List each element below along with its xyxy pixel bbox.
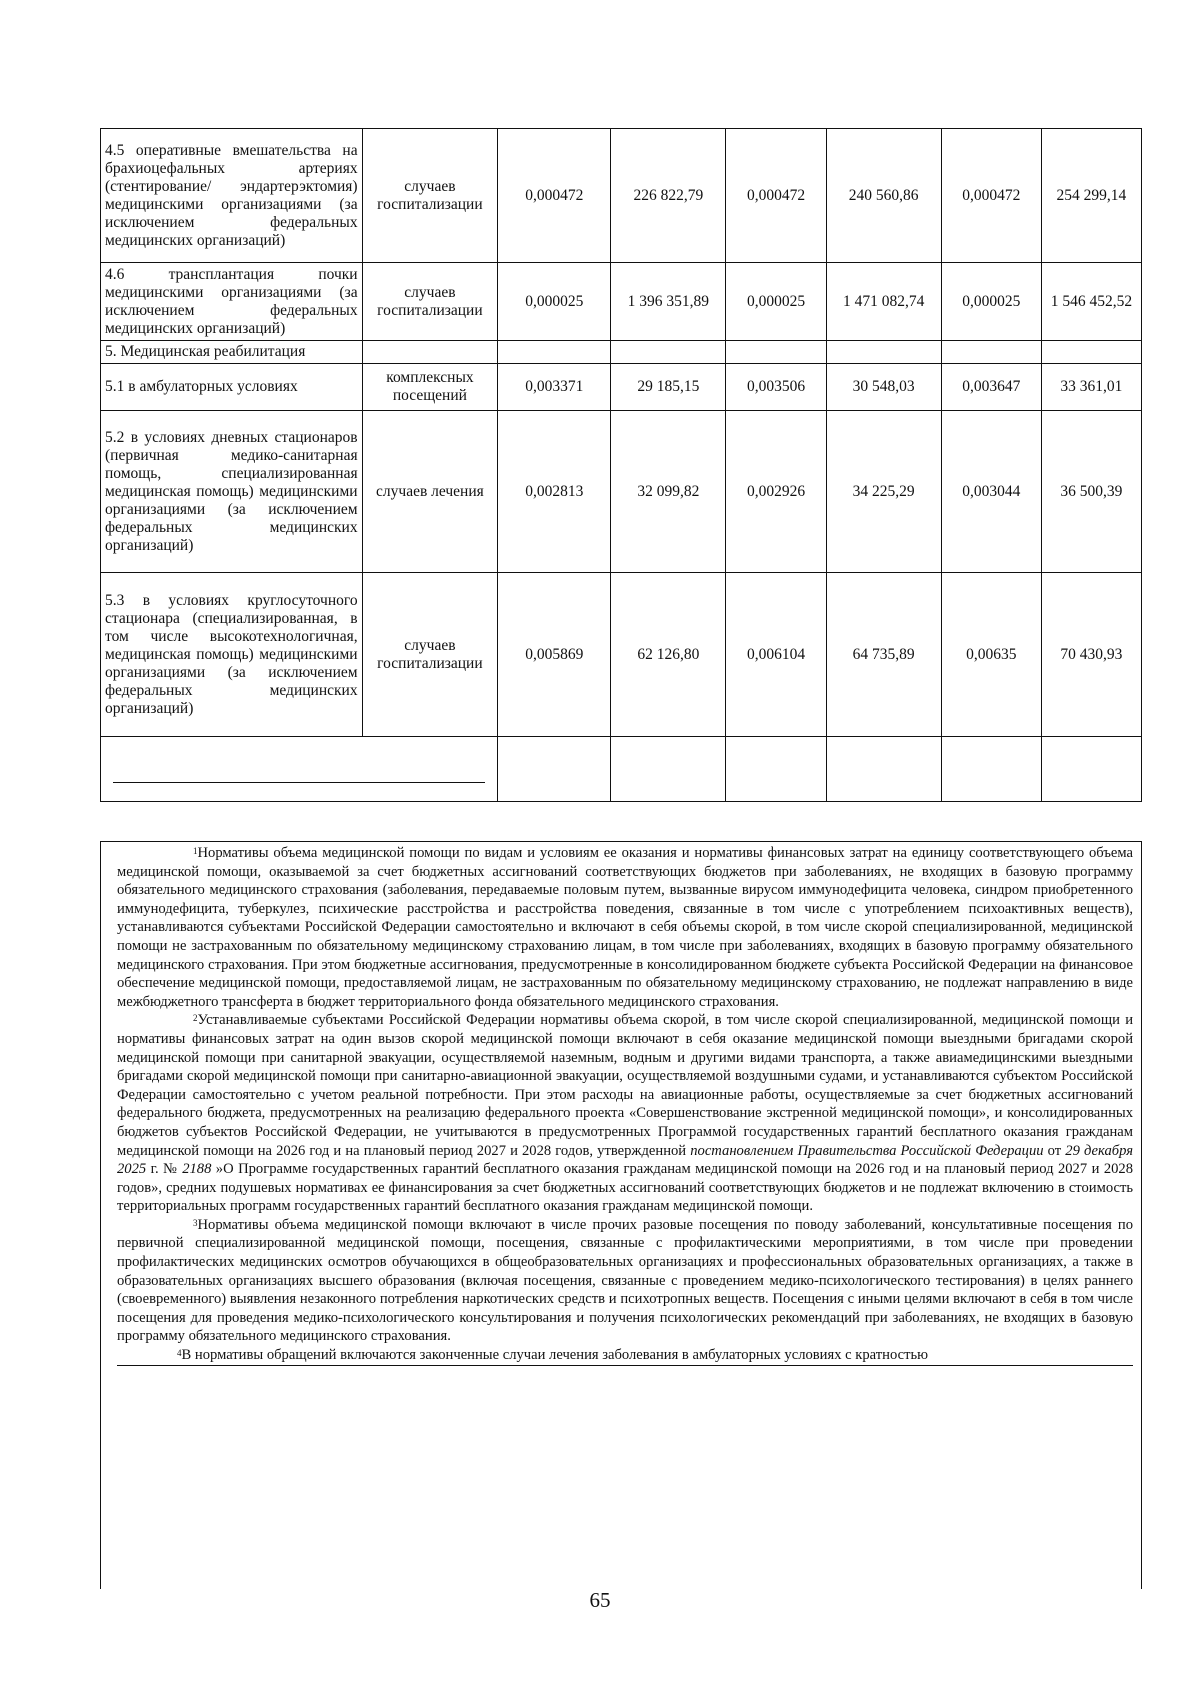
footnote-2 (117, 1011, 1133, 1216)
row-unit (362, 341, 498, 364)
table-row (101, 364, 1142, 411)
row-name: 5.2 в условиях дневных стационаров (первичная медико-санитарная помощь, специализированная медицинская помощь) медицинскими организациями (за исключением федеральных медицинских организаций) (101, 411, 363, 573)
footnote-4 (117, 1346, 1133, 1366)
row-value: 0,000025 (941, 263, 1041, 341)
row-value: 0,003371 (498, 364, 611, 411)
row-value: 34 225,29 (826, 411, 941, 573)
footnote-mark: 1 (193, 846, 198, 856)
empty-cell (941, 737, 1041, 802)
footnote-italic: 29 декабря 2025 (117, 1142, 1133, 1178)
row-unit: случаев лечения (362, 411, 498, 573)
signature-row (101, 737, 1142, 802)
row-value: 0,000472 (498, 129, 611, 263)
row-value: 0,000025 (726, 263, 826, 341)
row-value: 1 396 351,89 (611, 263, 726, 341)
row-value: 0,002926 (726, 411, 826, 573)
row-value: 1 546 452,52 (1041, 263, 1141, 341)
row-value: 0,00635 (941, 573, 1041, 737)
row-value (1041, 341, 1141, 364)
footnotes-section (100, 841, 1142, 1589)
row-value: 0,006104 (726, 573, 826, 737)
row-value (941, 341, 1041, 364)
row-value: 254 299,14 (1041, 129, 1141, 263)
row-value: 64 735,89 (826, 573, 941, 737)
row-value: 0,005869 (498, 573, 611, 737)
row-value: 0,000025 (498, 263, 611, 341)
footnote-mark: 2 (193, 1013, 198, 1024)
row-name: 4.6 трансплантация почки медицинскими организациями (за исключением федеральных медицинских организаций) (101, 263, 363, 341)
row-unit: случаев госпитализации (362, 263, 498, 341)
row-name: 5.1 в амбулаторных условиях (101, 364, 363, 411)
row-value: 36 500,39 (1041, 411, 1141, 573)
row-value: 0,000472 (726, 129, 826, 263)
empty-cell (611, 737, 726, 802)
footnote-text: Устанавливаемые субъектами Российской Федерации нормативы объема скорой, в том числе скорой специализированной, медицинской помощи и нормативы финансовых затрат на один вызов скорой медицинской помощи включают в себя оказание медицинской помощи выездными бригадами скорой медицинской помощи при санитарной эвакуации, осуществляемой наземным, водным и другими видами транспорта, а также авиамедицинскими выездными бригадами скорой медицинской помощи при санитарно-авиационной эвакуации, осуществляемой воздушными судами, и устанавливаются субъектом Российской Федерации самостоятельно с учетом реальной потребности. При этом расходы на авиационные работы, осуществляемые за счет бюджетных ассигнований федерального бюджета, предусмотренных на реализацию федерального проекта «Совершенствование экстренной медицинской помощи», и консолидированных бюджетов субъектов Российской Федерации, не учитываются в предусмотренных Программой государственных гарантий бесплатного оказания гражданам медицинской помощи на 2026 год и на плановый период 2027 и 2028 годов, утвержденной (117, 1012, 1133, 1159)
row-value: 33 361,01 (1041, 364, 1141, 411)
signature-line (113, 782, 485, 783)
row-value: 0,002813 (498, 411, 611, 573)
row-value: 240 560,86 (826, 129, 941, 263)
footnote-text: Нормативы объема медицинской помощи включают в числе прочих разовые посещения по поводу заболеваний, консультативные посещения по первичной специализированной медицинской помощи, посещения, связанные с профилактическими мероприятиями, в том числе при проведении профилактических медицинских осмотров обучающихся в общеобразовательных организациях и профессиональных образовательных организациях, а также в образовательных организациях высшего образования (включая посещения, связанные с проведением медико-психологического тестирования) в целях раннего (своевременного) выявления незаконного потребления наркотических средств и психотропных веществ. Посещения с иными целями включают в себя в том числе посещения для проведения медико-психологического консультирования и получения психологических рекомендаций при заболеваниях, не входящих в базовую программу обязательного медицинского страхования. (117, 1216, 1133, 1345)
row-value: 32 099,82 (611, 411, 726, 573)
row-value: 0,003506 (726, 364, 826, 411)
row-value (611, 341, 726, 364)
norms-table (100, 128, 1142, 802)
signature-line-cell (101, 737, 498, 802)
footnote-mark: 3 (193, 1217, 198, 1228)
empty-cell (826, 737, 941, 802)
row-value: 0,003647 (941, 364, 1041, 411)
footnote-text: »О Программе государственных гарантий бесплатного оказания гражданам медицинской помощи на 2026 год и на плановый период 2027 и 2028 годов», средних подушевых нормативах ее финансирования за счет бюджетных ассигнований соответствующих бюджетов и не подлежат включению в стоимость территориальных программ государственных гарантий бесплатного оказания гражданам медицинской помощи. (117, 1161, 1134, 1215)
table-row (101, 341, 1142, 364)
empty-cell (726, 737, 826, 802)
row-value (498, 341, 611, 364)
footnote-text: Нормативы объема медицинской помощи по видам и условиям ее оказания и нормативы финансовых затрат на единицу соответствующего объема медицинской помощи, оказываемой за счет бюджетных ассигнований соответствующих бюджетов при заболеваниях, не входящих в базовую программу обязательного медицинского страхования (заболевания, передаваемые половым путем, вызванные вирусом иммунодефицита человека, синдром приобретенного иммунодефицита, туберкулез, психические расстройства и расстройства поведения, связанные в том числе с употреблением психоактивных веществ), устанавливаются субъектами Российской Федерации самостоятельно и включают в себя объемы скорой, в том числе скорой специализированной, медицинской помощи не застрахованным по обязательному медицинскому страхованию лицам, в том числе при заболеваниях, входящих в базовую программу обязательного медицинского страхования. При этом бюджетные ассигнования, предусмотренные в консолидированном бюджете субъекта Российской Федерации на финансовое обеспечение медицинской помощи, предоставляемой лицам, не застрахованным по обязательному медицинскому страхованию, не подлежат направлению в виде межбюджетного трансферта в бюджет территориального фонда обязательного медицинского страхования. (117, 845, 1133, 1010)
footnote-mark: 4 (177, 1348, 182, 1359)
footnote-italic: постановлением Правительства Российской Федерации (690, 1142, 1044, 1159)
empty-cell (1041, 737, 1141, 802)
page-number: 65 (589, 1588, 611, 1612)
row-name: 4.5 оперативные вмешательства на брахиоцефальных артериях (стентирование/ эндартерэктомия) медицинскими организациями (за исключением федеральных медицинских организаций) (101, 129, 363, 263)
table-row (101, 129, 1142, 263)
table-row (101, 263, 1142, 341)
row-value: 62 126,80 (611, 573, 726, 737)
empty-cell (498, 737, 611, 802)
footnote-italic: 2188 (182, 1161, 212, 1178)
row-unit: комплексных посещений (362, 364, 498, 411)
footnote-text: от (1043, 1142, 1066, 1159)
row-unit: случаев госпитализации (362, 573, 498, 737)
row-value: 0,000472 (941, 129, 1041, 263)
footnote-3 (117, 1216, 1133, 1346)
row-value: 0,003044 (941, 411, 1041, 573)
row-value: 29 185,15 (611, 364, 726, 411)
row-value: 226 822,79 (611, 129, 726, 263)
row-unit: случаев госпитализации (362, 129, 498, 263)
row-value: 70 430,93 (1041, 573, 1141, 737)
table-row (101, 573, 1142, 737)
row-value (826, 341, 941, 364)
row-name: 5. Медицинская реабилитация (101, 341, 363, 364)
footnote-1 (117, 844, 1133, 1011)
row-name: 5.3 в условиях круглосуточного стационара (специализированная, в том числе высокотехнологичная, медицинская помощь) медицинскими организациями (за исключением федеральных медицинских организаций) (101, 573, 363, 737)
row-value: 30 548,03 (826, 364, 941, 411)
footnote-text: г. № (146, 1161, 183, 1178)
footnote-text: В нормативы обращений включаются законченные случаи лечения заболевания в амбулаторных условиях с кратностью (181, 1347, 929, 1364)
row-value: 1 471 082,74 (826, 263, 941, 341)
table-row (101, 411, 1142, 573)
row-value (726, 341, 826, 364)
